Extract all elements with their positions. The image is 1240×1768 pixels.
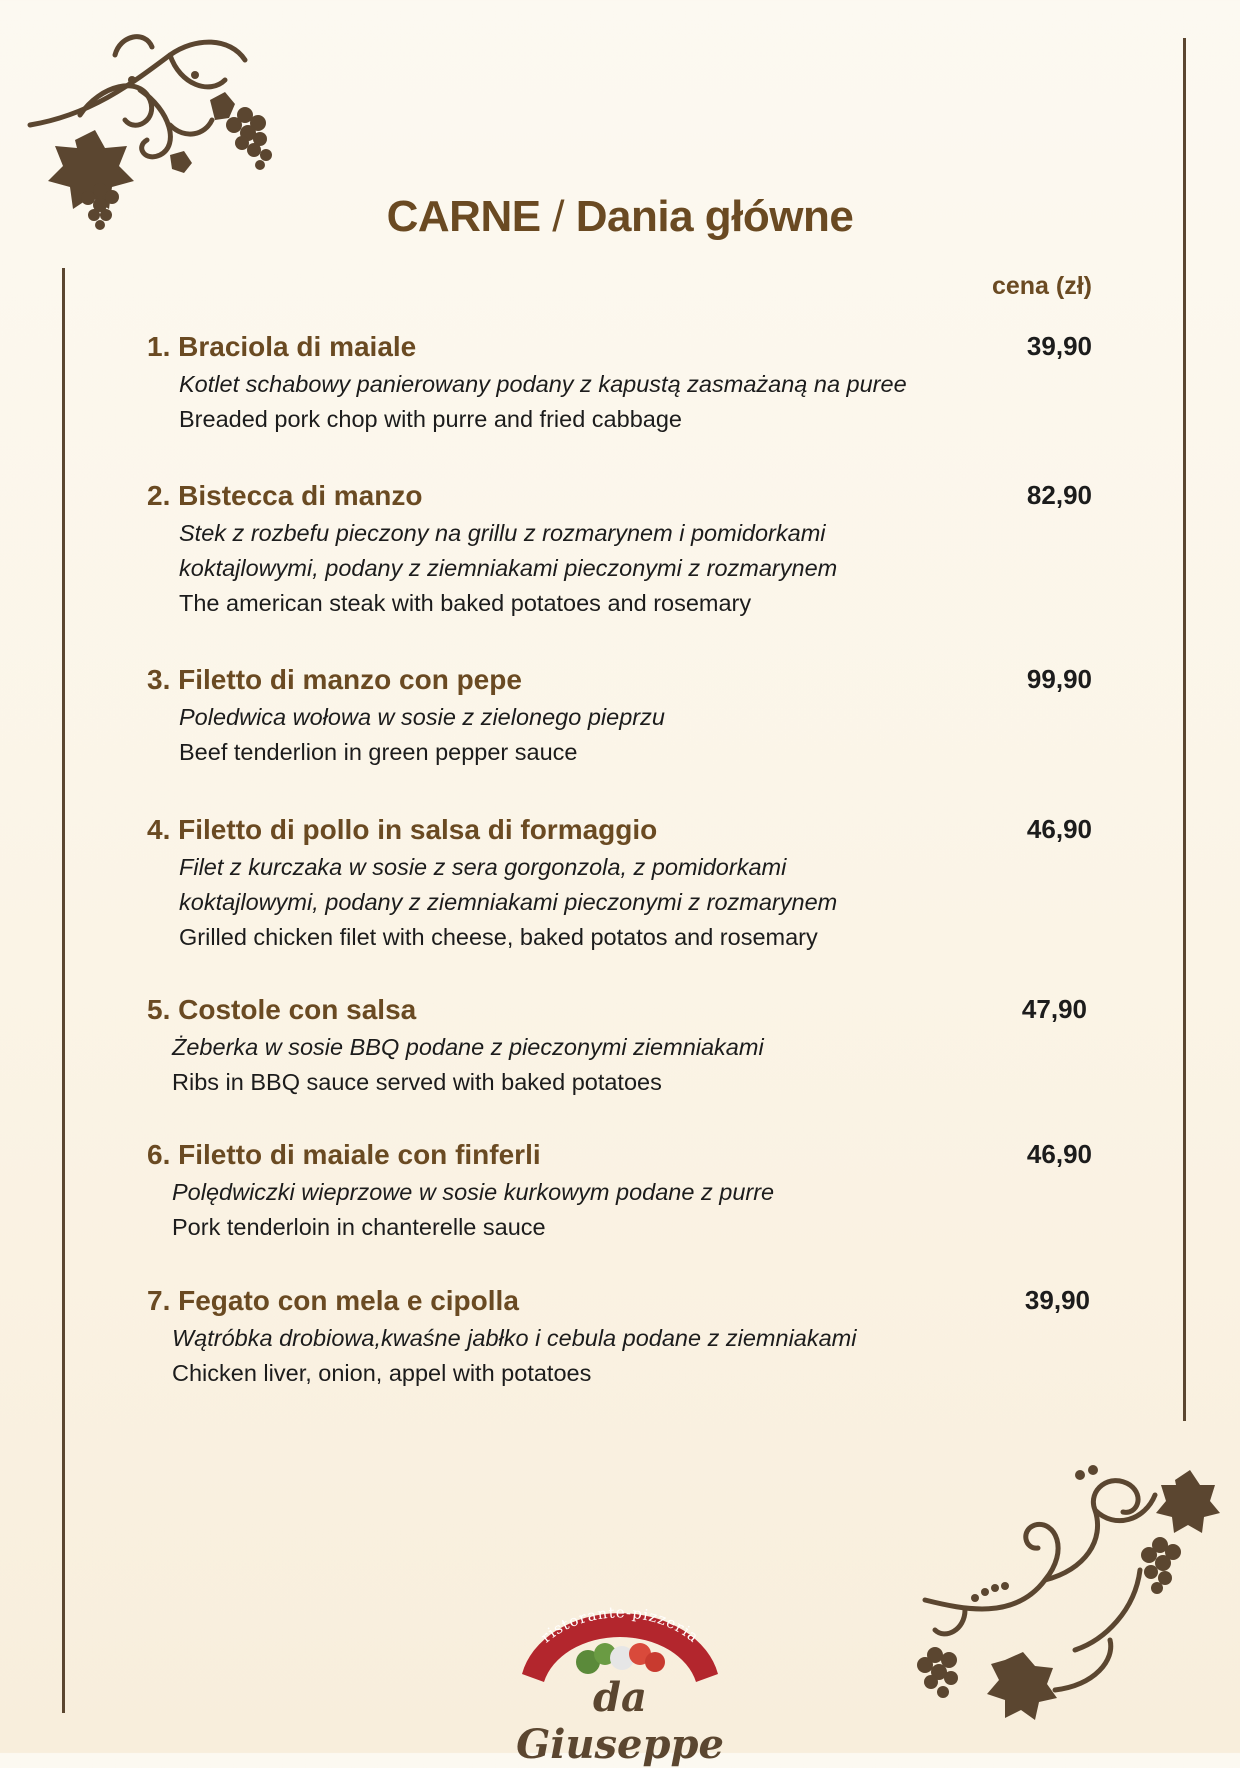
- item-description-polish: Kotlet schabowy panierowany podany z kapustą zasmażaną na puree: [179, 371, 907, 397]
- item-description-polish: koktajlowymi, podany z ziemniakami pieczonymi z rozmarynem: [179, 889, 838, 915]
- item-description-english: Beef tenderlion in green pepper sauce: [179, 739, 578, 765]
- item-description-english: Chicken liver, onion, appel with potatoes: [172, 1360, 592, 1386]
- menu-item: [147, 664, 1092, 770]
- left-border-line: [62, 268, 65, 1713]
- item-description-polish: Żeberka w sosie BBQ podane z pieczonymi ziemniakami: [172, 1034, 764, 1060]
- item-name: 2. Bistecca di manzo: [147, 480, 423, 511]
- item-price: 46,90: [1026, 1139, 1092, 1169]
- item-name: 1. Braciola di maiale: [147, 331, 417, 362]
- item-price: 47,90: [1021, 994, 1087, 1024]
- item-description-polish: koktajlowymi, podany z ziemniakami pieczonymi z rozmarynem: [179, 555, 838, 581]
- page-title: [0, 192, 1240, 242]
- item-description-polish: Polędwiczki wieprzowe w sosie kurkowym podane z purre: [172, 1179, 775, 1205]
- item-name: 4. Filetto di pollo in salsa di formaggio: [147, 814, 658, 845]
- menu-item: [147, 331, 1092, 437]
- item-name: 7. Fegato con mela e cipolla: [147, 1285, 519, 1316]
- item-description-english: Breaded pork chop with purre and fried cabbage: [179, 406, 682, 432]
- item-description-polish: Wątróbka drobiowa,kwaśne jabłko i cebula podane z ziemniakami: [172, 1325, 857, 1351]
- restaurant-logo: [500, 1592, 740, 1768]
- price-column-header: cena (zł): [991, 272, 1092, 300]
- item-name: 6. Filetto di maiale con finferli: [147, 1139, 541, 1170]
- menu-item: [147, 994, 1092, 1100]
- item-price: 99,90: [1026, 664, 1092, 694]
- item-description-polish: Poledwica wołowa w sosie z zielonego pieprzu: [179, 704, 665, 730]
- item-price: 46,90: [1026, 814, 1092, 844]
- menu-item: [147, 480, 1092, 621]
- item-description-english: The american steak with baked potatoes and rosemary: [179, 590, 752, 616]
- grapevine-ornament-icon: [905, 1460, 1225, 1740]
- item-price: 39,90: [1026, 331, 1092, 361]
- logo-ribbon-text: ristorante-pizzeria: [537, 1603, 703, 1647]
- logo-brand-text: da Giuseppe: [516, 1674, 724, 1768]
- right-border-line: [1183, 38, 1186, 1421]
- item-name: 5. Costole con salsa: [147, 994, 417, 1025]
- item-name: 3. Filetto di manzo con pepe: [147, 664, 522, 695]
- menu-item: [147, 814, 1092, 955]
- item-description-english: Grilled chicken filet with cheese, baked potatos and rosemary: [179, 924, 818, 950]
- title-separator: /: [540, 192, 576, 241]
- title-main: CARNE: [386, 192, 541, 241]
- item-description-english: Ribs in BBQ sauce served with baked potatoes: [172, 1069, 662, 1095]
- item-price: 39,90: [1024, 1285, 1090, 1315]
- menu-item: [147, 1285, 1092, 1391]
- item-description-english: Pork tenderloin in chanterelle sauce: [172, 1214, 546, 1240]
- item-description-polish: Stek z rozbefu pieczony na grillu z rozmarynem i pomidorkami: [179, 520, 826, 546]
- item-price: 82,90: [1026, 480, 1092, 510]
- title-sub: Dania główne: [575, 192, 854, 241]
- item-description-polish: Filet z kurczaka w sosie z sera gorgonzola, z pomidorkami: [179, 854, 787, 880]
- menu-item: [147, 1139, 1092, 1245]
